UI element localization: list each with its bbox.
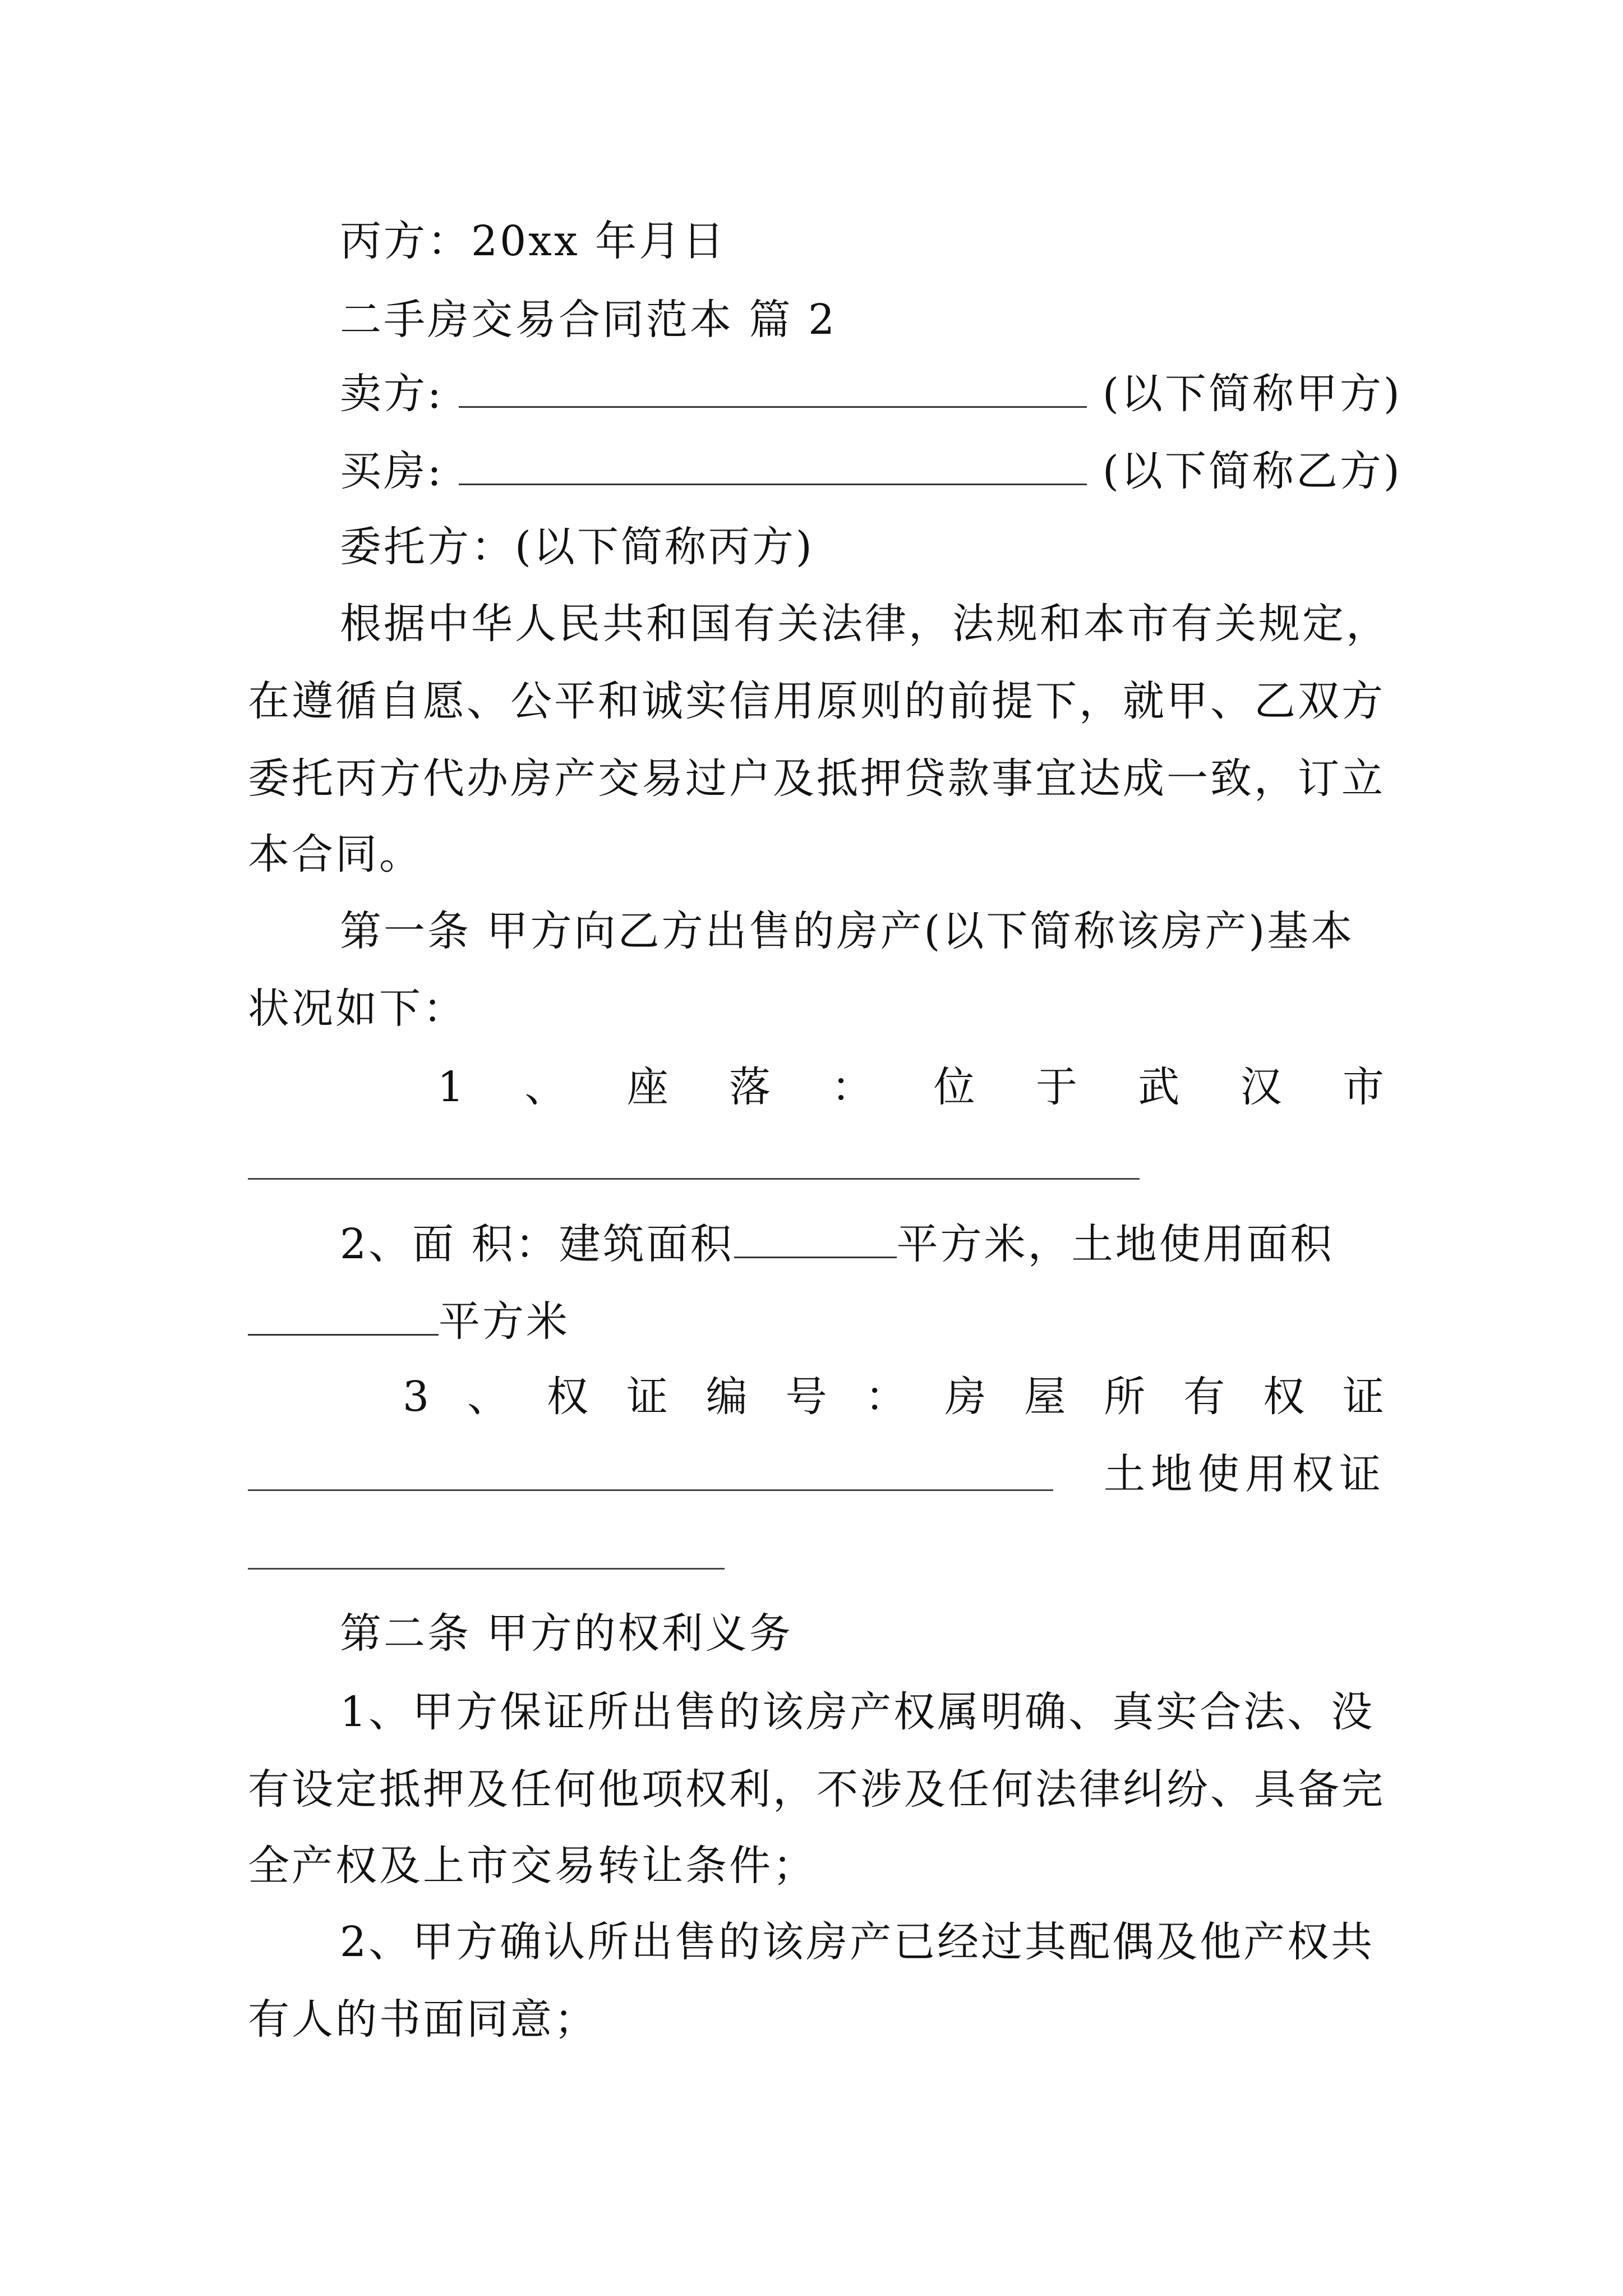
item3-char: 证 — [1342, 1373, 1386, 1421]
item3-char: 权 — [1263, 1373, 1307, 1421]
article2-p1-line-2: 有设定抵押及任何他项权利，不涉及任何法律纠纷、具备完 — [248, 1765, 1385, 1814]
item1-location-line — [437, 1059, 1386, 1115]
item1-char: 落 — [729, 1063, 773, 1111]
land-cert-label: 土地使用权证 — [1104, 1450, 1386, 1498]
item3-char: 所 — [1104, 1373, 1148, 1421]
seller-line — [340, 366, 1402, 422]
item2-area-line-2 — [248, 1294, 1386, 1350]
preamble-line-4: 本合同。 — [248, 830, 423, 878]
item3-char: 有 — [1183, 1373, 1228, 1421]
article1-line-1: 第一条 甲方向乙方出售的房产(以下简称该房产)基本 — [340, 907, 1355, 955]
item1-char: 位 — [933, 1063, 978, 1111]
item3-char: 屋 — [1024, 1373, 1068, 1421]
item3-char: 号 — [785, 1373, 829, 1421]
item1-char: 座 — [626, 1063, 671, 1111]
item1-char: 、 — [524, 1063, 569, 1111]
land-cert-blank — [248, 1568, 725, 1570]
house-cert-blank — [248, 1489, 1053, 1491]
item3-char: 证 — [626, 1373, 670, 1421]
item2-part3: 平方米 — [439, 1297, 570, 1346]
item1-char: 于 — [1035, 1063, 1080, 1111]
item3-char: 编 — [706, 1373, 750, 1421]
item2-part1: 2、面 积：建筑面积 — [340, 1220, 734, 1268]
item3-cert-line — [403, 1369, 1386, 1425]
buyer-blank — [459, 449, 1087, 485]
preamble-line-2: 在遵循自愿、公平和诚实信用原则的前提下，就甲、乙双方 — [248, 677, 1385, 725]
item1-char: 汉 — [1240, 1063, 1284, 1111]
bingfang-date-line: 丙方：20xx 年月日 — [340, 217, 727, 265]
item3-char: 房 — [944, 1373, 989, 1421]
item2-area-line — [340, 1216, 1386, 1272]
article2-p2-line-2: 有人的书面同意； — [248, 1995, 598, 2044]
buyer-line — [340, 443, 1402, 499]
buyer-label: 买房: — [340, 447, 444, 495]
item1-char: 1 — [437, 1063, 467, 1111]
seller-suffix: (以下简称甲方) — [1103, 370, 1402, 418]
item1-char: 武 — [1138, 1063, 1182, 1111]
article2-p1-line-1: 1、甲方保证所出售的该房产权属明确、真实合法、没 — [340, 1688, 1375, 1736]
item2-part2: 平方米，土地使用面积 — [896, 1220, 1334, 1268]
land-area-blank — [248, 1299, 439, 1336]
preamble-line-1: 根据中华人民共和国有关法律，法规和本市有关规定， — [340, 600, 1390, 648]
item3-char: 、 — [467, 1373, 511, 1421]
seller-label: 卖方: — [340, 370, 444, 418]
item1-char: ： — [831, 1063, 875, 1111]
building-area-blank — [734, 1222, 897, 1258]
section-heading: 二手房交易合同范本 篇 2 — [340, 296, 837, 344]
item3-char: 3 — [403, 1373, 432, 1421]
seller-blank — [459, 371, 1087, 408]
buyer-suffix: (以下简称乙方) — [1103, 447, 1402, 495]
article1-line-2: 状况如下： — [248, 984, 467, 1033]
article2-p2-line-1: 2、甲方确认所出售的该房产已经过其配偶及他产权共 — [340, 1918, 1375, 1966]
location-blank — [248, 1178, 1140, 1180]
item3-char: ： — [865, 1373, 909, 1421]
item1-char: 市 — [1342, 1063, 1386, 1111]
article2-p1-line-3: 全产权及上市交易转让条件； — [248, 1842, 817, 1890]
item3-char: 权 — [546, 1373, 591, 1421]
article2-title: 第二条 甲方的权利义务 — [340, 1609, 793, 1658]
preamble-line-3: 委托丙方代办房产交易过户及抵押贷款事宜达成一致，订立 — [248, 754, 1385, 803]
agent-line: 委托方：(以下简称丙方) — [340, 523, 814, 571]
